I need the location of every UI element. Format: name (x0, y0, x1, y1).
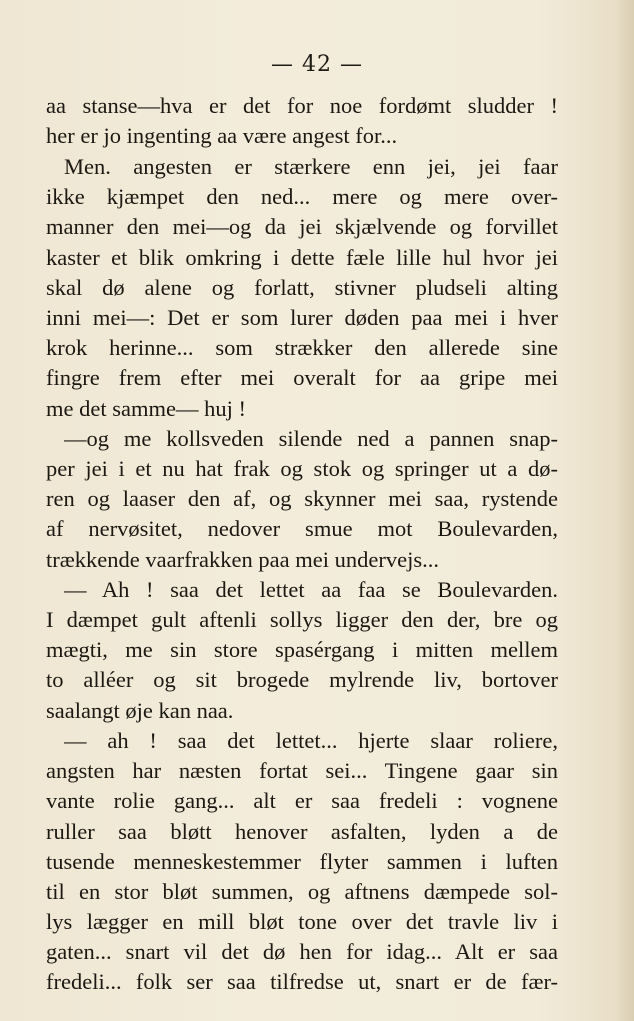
text-line: ikke kjæmpet den ned... mere og mere over- (46, 184, 558, 209)
text-line: gaten... snart vil det dø hen for idag... Alt er saa (46, 939, 558, 964)
text-line: trækkende vaarfrakken paa mei undervejs... (46, 547, 439, 572)
text-line: kaster et blik omkring i dette fæle lille hul hvor jei (46, 245, 558, 270)
page-number: — 42 — (271, 52, 363, 77)
text-line: vante rolie gang... alt er saa fredeli : vognene (46, 788, 558, 813)
text-line: til en stor bløt summen, og aftnens dæmpede sol- (46, 879, 558, 904)
text-line: krok herinne... som strækker den allerede sine (46, 335, 558, 360)
text-line: ren og laaser den af, og skynner mei saa, rystende (46, 486, 558, 511)
text-line: manner den mei—og da jei skjælvende og forvillet (46, 214, 558, 239)
text-line: fingre frem efter mei overalt for aa gripe mei (46, 365, 558, 390)
text-line: ruller saa bløtt henover asfalten, lyden a de (46, 819, 558, 844)
text-line: fredeli... folk ser saa tilfredse ut, snart er de fær- (46, 969, 558, 994)
text-line: inni mei—: Det er som lurer døden paa mei i hver (46, 305, 558, 330)
text-line: skal dø alene og forlatt, stivner pludseli alting (46, 275, 558, 300)
text-line: angsten har næsten fortat sei... Tingene gaar sin (46, 758, 558, 783)
text-line: per jei i et nu hat frak og stok og springer ut a dø- (46, 456, 558, 481)
text-line: to alléer og sit brogede mylrende liv, bortover (46, 667, 558, 692)
text-line: —og me kollsveden silende ned a pannen snap- (64, 426, 558, 451)
text-line: her er jo ingenting aa være angest for... (46, 123, 398, 148)
text-line: mægti, me sin store spasérgang i mitten mellem (46, 637, 558, 662)
text-line: me det samme— huj ! (46, 396, 246, 421)
text-line: tusende menneskestemmer flyter sammen i luften (46, 849, 558, 874)
text-line: saalangt øje kan naa. (46, 698, 234, 723)
text-line: — Ah ! saa det lettet aa faa se Boulevarden. (64, 577, 558, 602)
text-line: — ah ! saa det lettet... hjerte slaar roliere, (64, 728, 558, 753)
text-line: I dæmpet gult aftenli sollys ligger den der, bre og (46, 607, 558, 632)
text-line: af nervøsitet, nedover smue mot Boulevarden, (46, 516, 558, 541)
text-line: lys lægger en mill bløt tone over det travle liv i (46, 909, 558, 934)
text-line: Men. angesten er stærkere enn jei, jei faar (64, 154, 558, 179)
text-line: aa stanse—hva er det for noe fordømt sludder ! (46, 93, 558, 118)
